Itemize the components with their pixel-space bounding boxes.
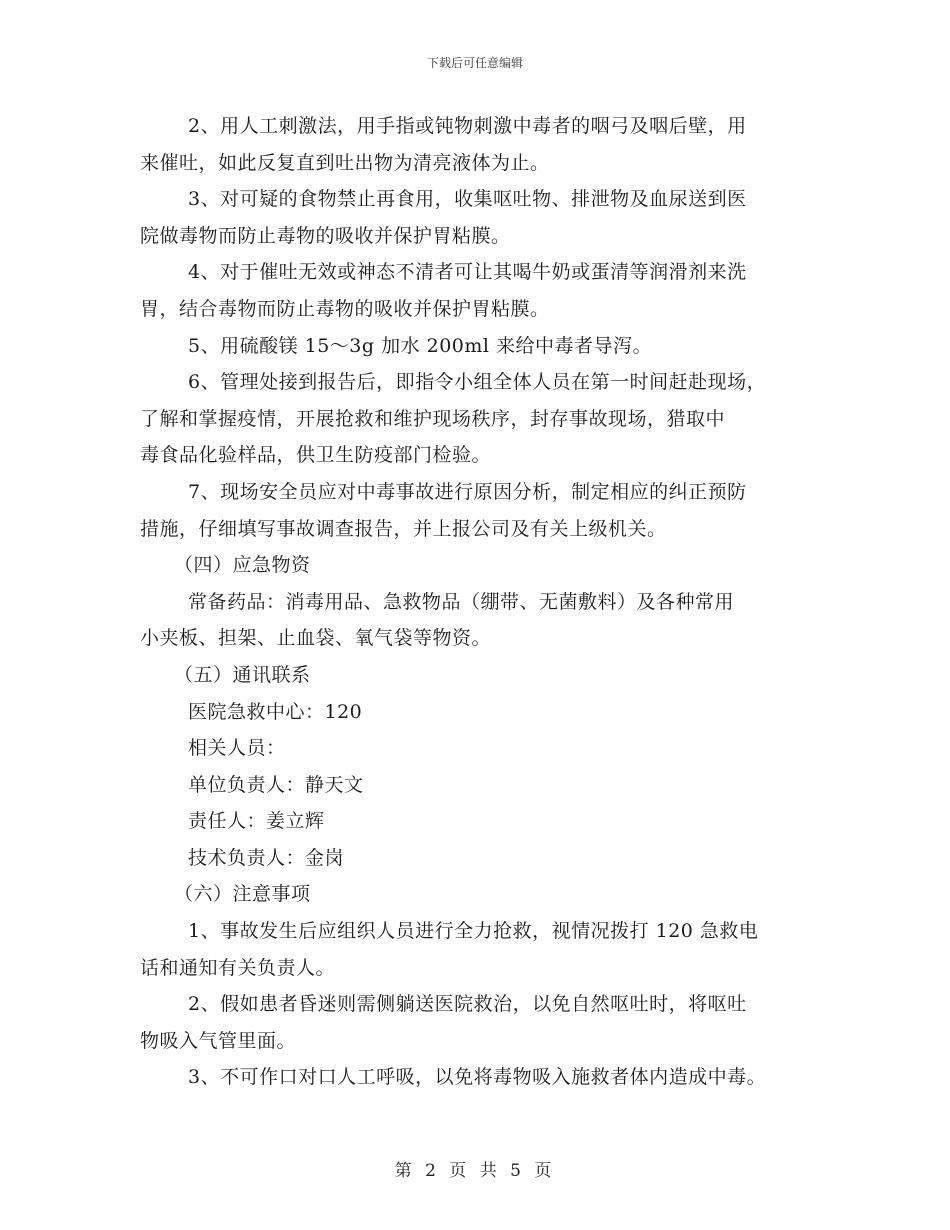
paragraph-line: 了解和掌握疫情，开展抢救和维护现场秩序，封存事故现场，猎取中 bbox=[140, 407, 726, 430]
paragraph-line: 毒食品化验样品，供卫生防疫部门检验。 bbox=[140, 444, 492, 467]
paragraph-line: 3、对可疑的食物禁止再食用，收集呕吐物、排泄物及血尿送到医 bbox=[188, 188, 747, 211]
page-footer: 第 2 页 共 5 页 bbox=[394, 1161, 556, 1181]
paragraph-line: 2、假如患者昏迷则需侧躺送医院救治，以免自然呕吐时，将呕吐 bbox=[188, 993, 747, 1016]
paragraph-line: 4、对于催吐无效或神态不清者可让其喝牛奶或蛋清等润滑剂来洗 bbox=[188, 261, 747, 284]
paragraph-line: 常备药品：消毒用品、急救物品（绷带、无菌敷料）及各种常用 bbox=[188, 590, 735, 613]
contact-line: 医院急救中心：120 bbox=[188, 700, 363, 723]
paragraph-line: 5、用硫酸镁 15～3g 加水 200ml 来给中毒者导泻。 bbox=[188, 334, 653, 357]
paragraph-line: 小夹板、担架、止血袋、氧气袋等物资。 bbox=[140, 627, 492, 650]
paragraph-line: 1、事故发生后应组织人员进行全力抢救，视情况拨打 120 急救电 bbox=[188, 920, 759, 943]
contact-line: 单位负责人：静天文 bbox=[188, 773, 364, 796]
paragraph-line: 7、现场安全员应对中毒事故进行原因分析，制定相应的纠正预防 bbox=[188, 480, 747, 503]
paragraph-line: 6、管理处接到报告后，即指令小组全体人员在第一时间赶赴现场， bbox=[188, 371, 767, 394]
contact-line: 责任人：姜立辉 bbox=[188, 810, 325, 833]
section-heading: （四）应急物资 bbox=[174, 554, 311, 577]
paragraph-line: 话和通知有关负责人。 bbox=[140, 956, 336, 979]
paragraph-line: 物吸入气管里面。 bbox=[140, 1029, 297, 1052]
page-header: 下载后可任意编辑 bbox=[426, 56, 523, 70]
paragraph-line: 院做毒物而防止毒物的吸收并保护胃粘膜。 bbox=[140, 224, 511, 247]
section-heading: （五）通讯联系 bbox=[174, 663, 311, 686]
paragraph-line: 3、不可作口对口人工呼吸，以免将毒物吸入施救者体内造成中毒。 bbox=[188, 1066, 767, 1089]
paragraph-line: 胃，结合毒物而防止毒物的吸收并保护胃粘膜。 bbox=[140, 297, 550, 320]
document-body bbox=[140, 108, 824, 1096]
paragraph-line: 2、用人工刺激法，用手指或钝物刺激中毒者的咽弓及咽后壁，用 bbox=[188, 115, 747, 137]
paragraph-line: 来催吐，如此反复直到吐出物为清亮液体为止。 bbox=[140, 151, 550, 174]
contact-line: 相关人员： bbox=[188, 737, 286, 760]
section-heading: （六）注意事项 bbox=[174, 883, 311, 906]
paragraph-line: 措施，仔细填写事故调查报告，并上报公司及有关上级机关。 bbox=[140, 517, 667, 540]
contact-line: 技术负责人：金岗 bbox=[188, 846, 345, 869]
